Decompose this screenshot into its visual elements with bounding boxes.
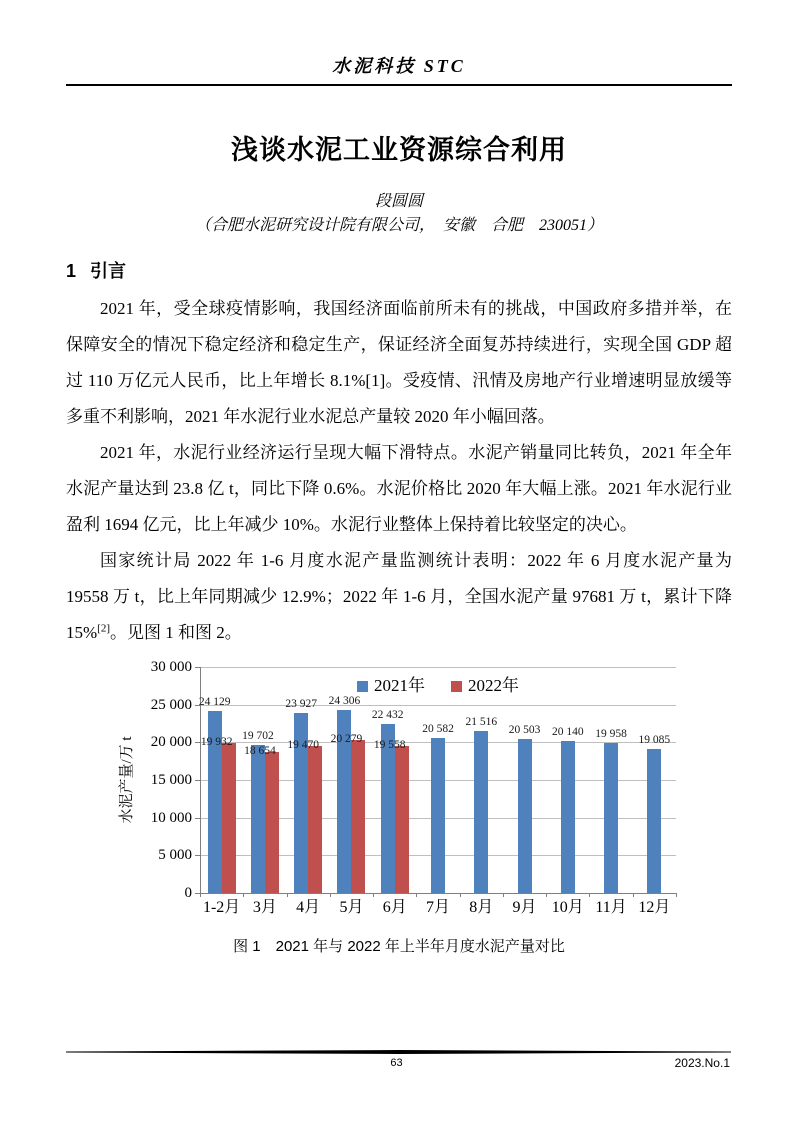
x-tick-mark: [416, 893, 417, 897]
x-tick-mark: [243, 893, 244, 897]
x-tick-mark: [589, 893, 590, 897]
paragraph-text: 国家统计局 2022 年 1-6 月度水泥产量监测统计表明：2022 年 6 月度水泥产量为 19558 万 t，比上年同期减少 12.9%；2022 年 1-6 月，全国水泥产量 97681 万 t，累计下降 15%: [66, 551, 732, 642]
x-tick-label: 6月: [382, 899, 407, 916]
x-tick-mark: [287, 893, 288, 897]
x-axis-line: [200, 893, 676, 894]
x-tick-label: 3月: [252, 899, 277, 916]
bar-2022: [265, 752, 279, 893]
bar-2022: [222, 743, 236, 893]
x-tick-mark: [633, 893, 634, 897]
journal-title: 水泥科技 STC: [332, 56, 466, 76]
paragraph-text: 2021 年，水泥行业经济运行呈现大幅下滑特点。水泥产销量同比转负，2021 年全年水泥产量达到 23.8 亿 t，同比下降 0.6%。水泥价格比 2020 年大幅上涨。2021 年水泥行业盈利 1694 亿元，比上年减少 10%。水泥行业整体上保持着比较坚定的决心。: [66, 443, 732, 534]
bar-2021: [251, 745, 265, 893]
paragraph: [66, 291, 732, 435]
y-tick-label: 20 000: [150, 734, 192, 751]
bar-2022: [395, 746, 409, 893]
x-tick-mark: [546, 893, 547, 897]
x-tick-mark: [503, 893, 504, 897]
bar-value-2021: 20 503: [508, 723, 541, 736]
paragraph-text: 。见图 1 和图 2。: [110, 623, 242, 642]
x-tick-mark: [330, 893, 331, 897]
monthly-output-bar-chart: [110, 657, 690, 927]
bar-value-2021: 19 085: [638, 734, 671, 747]
x-tick-label: 10月: [551, 899, 584, 916]
bar-2021: [561, 741, 575, 893]
legend-swatch-icon: [357, 681, 368, 692]
legend-item: [451, 677, 519, 695]
x-tick-label: 12月: [638, 899, 671, 916]
bar-value-2021: 24 129: [198, 696, 231, 709]
chart-legend: [200, 677, 676, 695]
paragraph-text: 2021 年，受全球疫情影响，我国经济面临前所未有的挑战，中国政府多措并举，在保障安全的情况下稳定经济和稳定生产，保证经济全面复苏持续进行，实现全国 GDP 超过 110 万亿元人民币，比上年增长 8.1%[1]。受疫情、汛情及房地产行业增速明显放缓等多重不利影响，2021 年水泥行业水泥总产量较 2020 年小幅回落。: [66, 299, 732, 426]
x-tick-label: 7月: [425, 899, 450, 916]
paragraph: [66, 543, 732, 651]
bar-2021: [431, 738, 445, 893]
y-tick-label: 15 000: [150, 772, 192, 788]
x-tick-mark: [460, 893, 461, 897]
figure-1: [66, 657, 732, 956]
y-tick-label: 0: [184, 885, 192, 901]
author-name: 段圆圆: [374, 193, 423, 210]
page-number: 63: [390, 1057, 403, 1069]
bar-2021: [518, 739, 532, 893]
x-tick-label: 1-2月: [202, 899, 241, 916]
bar-value-2022: 19 932: [200, 735, 233, 748]
x-tick-label: 5月: [339, 899, 364, 916]
bar-value-2021: 21 516: [465, 715, 498, 728]
bar-2022: [351, 740, 365, 893]
bar-value-2022: 19 558: [373, 738, 406, 751]
bar-2021: [604, 743, 618, 893]
y-tick-label: 30 000: [150, 659, 192, 675]
legend-label: 2021年: [374, 676, 425, 695]
legend-swatch-icon: [451, 681, 462, 692]
bar-value-2021: 20 140: [552, 726, 584, 739]
x-tick-label: 9月: [512, 899, 537, 916]
legend-item: [357, 677, 425, 695]
bar-value-2021: 24 306: [328, 694, 361, 707]
issue-label: 2023.No.1: [674, 1056, 730, 1070]
x-tick-label: 8月: [469, 899, 494, 916]
x-tick-mark: [200, 893, 201, 897]
y-tick-label: 10 000: [150, 809, 192, 826]
y-tick-label: 5 000: [158, 847, 192, 864]
header-rule: [66, 84, 732, 86]
bar-value-2021: 23 927: [285, 697, 317, 710]
paragraph: [66, 435, 732, 543]
bar-value-2021: 19 702: [242, 729, 274, 742]
section-title: 引言: [90, 261, 127, 281]
x-tick-mark: [676, 893, 677, 897]
bar-2021: [474, 731, 488, 893]
intro-paragraphs: [66, 291, 732, 651]
gridline: [200, 667, 676, 668]
y-axis-title: 水泥产量/万 t: [119, 736, 135, 824]
bar-value-2022: 20 279: [330, 733, 363, 746]
legend-label: 2022年: [468, 676, 519, 695]
x-tick-label: 11月: [595, 899, 627, 916]
figure-caption: 图 1 2021 年与 2022 年上半年月度水泥产量对比: [233, 938, 565, 955]
bar-value-2021: 19 958: [595, 727, 627, 740]
x-tick-label: 4月: [296, 899, 321, 916]
superscript-reference: [2]: [97, 622, 110, 635]
y-tick-label: 25 000: [150, 696, 192, 713]
x-tick-mark: [373, 893, 374, 897]
bar-value-2021: 22 432: [371, 709, 404, 721]
section-heading: [66, 259, 732, 283]
bar-value-2022: 19 470: [287, 739, 319, 752]
bar-2021: [647, 749, 661, 893]
bar-value-2022: 18 654: [244, 745, 276, 758]
bar-value-2021: 20 582: [422, 722, 454, 735]
section-number: 1: [66, 261, 77, 281]
bar-2022: [308, 746, 322, 893]
article-title: 浅谈水泥工业资源综合利用: [231, 135, 567, 165]
footer-rule: [66, 1050, 731, 1054]
author-affiliation: （合肥水泥研究设计院有限公司， 安徽 合肥 230051）: [194, 217, 603, 234]
